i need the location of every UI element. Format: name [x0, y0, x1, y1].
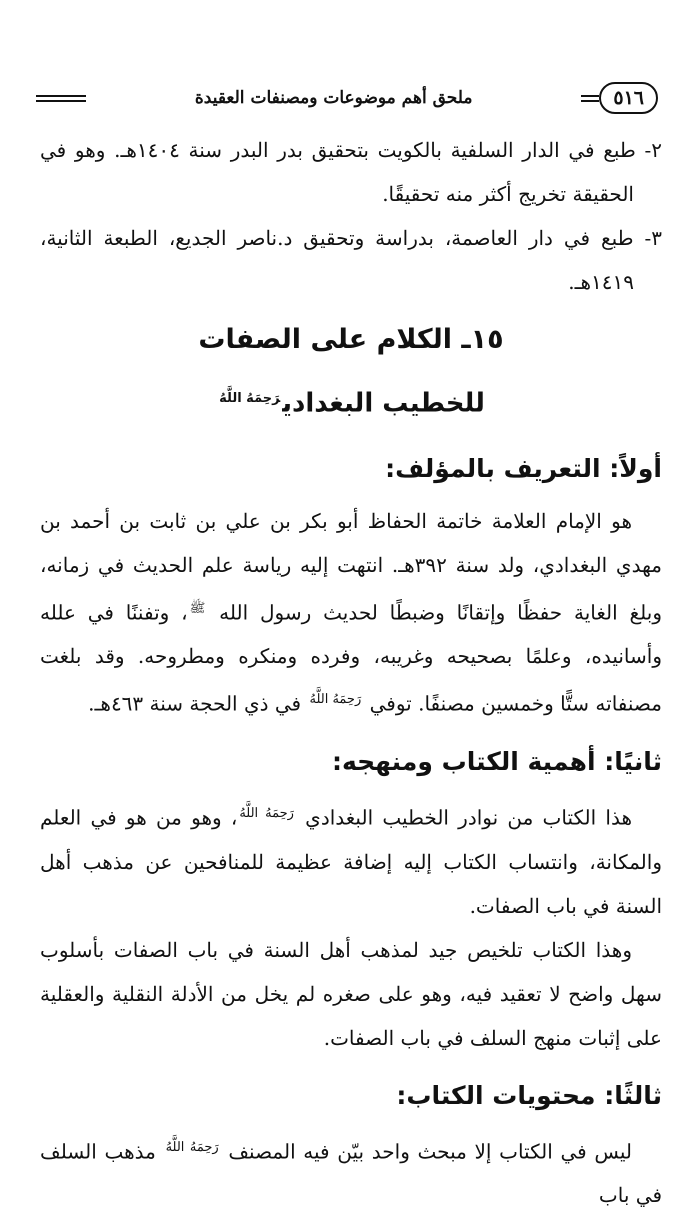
- header-rule-right: [581, 95, 599, 102]
- chapter-title: ١٥ـ الكلام على الصفات: [198, 324, 504, 355]
- list-item-edition-3: ٣- طبع في دار العاصمة، بدراسة وتحقيق د.ناصر الجديع، الطبعة الثانية، ١٤١٩هـ.: [40, 226, 662, 294]
- author-paragraph: [40, 499, 662, 726]
- section-heading-author: [40, 443, 662, 495]
- subtitle-text: للخطيب البغدادي: [282, 388, 485, 419]
- section-ordinal: ثانيًا: [614, 746, 662, 776]
- importance-paragraph-1: [40, 792, 662, 928]
- header-rule-left: [36, 95, 86, 102]
- section-heading-importance: [40, 736, 662, 788]
- honorific-mark: رَحِمَهُ اللَّهُ: [239, 805, 294, 821]
- importance-text-1: هذا الكتاب من نوادر الخطيب البغدادي: [305, 805, 633, 830]
- contents-text-1: ليس في الكتاب إلا مبحث واحد بيّن فيه المصنف: [228, 1139, 632, 1164]
- honorific-mark: رَحِمَهُ اللَّهُ: [219, 391, 281, 406]
- author-text-1: هو الإمام العلامة خاتمة الحفاظ أبو بكر بن علي بن ثابت بن أحمد بن مهدي البغدادي، ولد سنة ٣٩٢هـ. انتهت إليه رياسة علم الحديث في زمانه، وبلغ الغاية حفظًا وإتقانًا وضبطًا لحديث رسول الله: [40, 508, 663, 625]
- page-header: [36, 78, 658, 118]
- honorific-mark: رَحِمَهُ اللَّهُ: [309, 692, 362, 708]
- section-ordinal: ثالثًا: [614, 1080, 662, 1110]
- chapter-subtitle: [40, 370, 662, 433]
- importance-paragraph-2: وهذا الكتاب تلخيص جيد لمذهب أهل السنة في باب الصفات بأسلوب سهل واضح لا تعقيد فيه، وهو على صغره لم يخل من الأدلة النقلية والعقلية على إثبات منهج السلف في باب الصفات.: [40, 937, 662, 1050]
- importance-text-2: ، وهو من هو في العلم والمكانة، وانتساب الكتاب إليه إضافة عظيمة للمنافحين عن مذهب أهل السنة في باب الصفات.: [40, 805, 662, 918]
- page-body: [40, 128, 662, 1217]
- author-text-3: في ذي الحجة سنة ٤٦٣هـ.: [88, 691, 302, 716]
- contents-paragraph: [40, 1126, 662, 1217]
- running-title: ملحق أهم موضوعات ومصنفات العقيدة: [194, 88, 473, 108]
- list-item-edition-2: ٢- طبع في الدار السلفية بالكويت بتحقيق بدر البدر سنة ١٤٠٤هـ. وهو في الحقيقة تخريج أكثر منه تحقيقًا.: [40, 138, 662, 206]
- prophet-honorific-mark: ﷺ: [189, 600, 206, 616]
- author-text-2: ، وتفننًا في علله وأسانيده، وعلمًا بصحيحه وغريبه، وفرده ومنكره ومطروحه. وقد بلغت مصنفاته ستًّا وخمسين مصنفًا. توفي: [40, 600, 662, 716]
- section-heading-text: : التعريف بالمؤلف:: [385, 453, 620, 483]
- section-ordinal: أولاً: [619, 453, 662, 483]
- honorific-mark: رَحِمَهُ اللَّهُ: [165, 1139, 219, 1155]
- section-heading-text: : أهمية الكتاب ومنهجه:: [331, 746, 615, 776]
- contents-text-2: مذهب السلف في باب: [40, 1139, 662, 1208]
- section-heading-contents: [40, 1070, 662, 1122]
- page-number: ٥١٦: [599, 82, 658, 114]
- section-heading-text: : محتويات الكتاب:: [396, 1080, 615, 1110]
